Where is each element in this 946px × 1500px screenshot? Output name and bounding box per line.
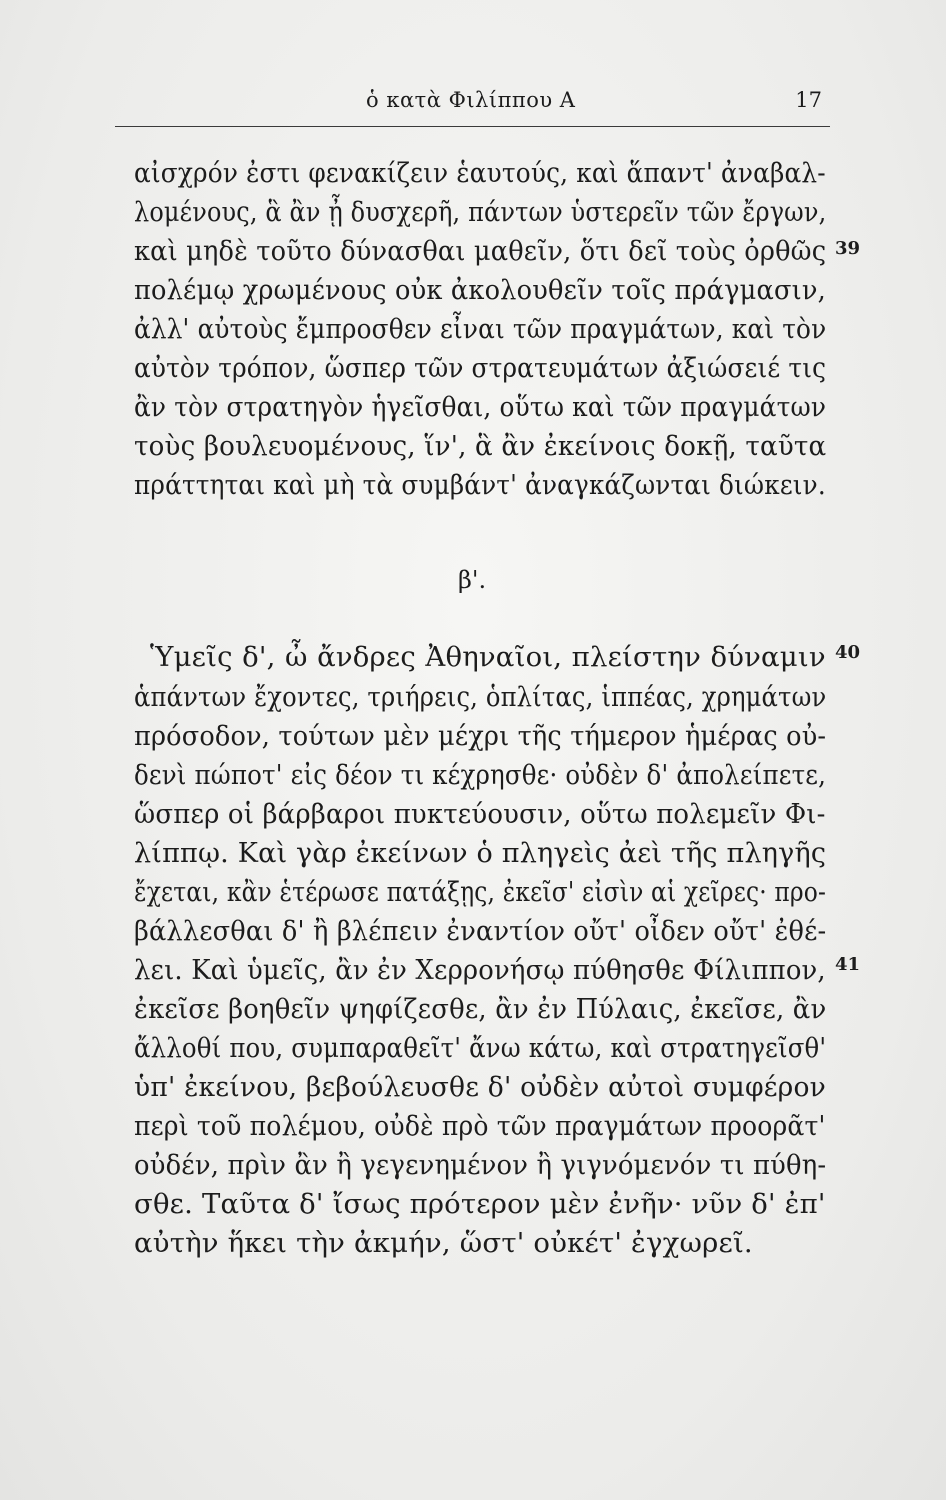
text-line: αὐτὴν ἥκει τὴν ἀκμήν, ὥστ' οὐκέτ' ἐγχωρεῖ.: [134, 1227, 753, 1259]
margin-section-number: 40: [835, 642, 861, 663]
text-line: ὑπ' ἐκείνου, βεβούλευσθε δ' οὐδὲν αὐτοὶ συμφέρον: [134, 1071, 826, 1103]
text-line: πολέμῳ χρωμένους οὐκ ἀκολουθεῖν τοῖς πράγμασιν,: [134, 274, 826, 306]
margin-section-number: 39: [835, 238, 861, 259]
text-line: ἄλλοθί που, συμπαραθεῖτ' ἄνω κάτω, καὶ στρατηγεῖσθ': [134, 1032, 827, 1064]
margin-section-number: 41: [835, 954, 861, 975]
text-line: καὶ μηδὲ τοῦτο δύνασθαι μαθεῖν, ὅτι δεῖ τοὺς ὀρθῶς: [134, 235, 827, 267]
page-header: [130, 84, 830, 118]
text-line: ἀλλ' αὐτοὺς ἔμπροσθεν εἶναι τῶν πραγμάτων, καὶ τὸν: [134, 313, 827, 345]
text-line: λει. Καὶ ὑμεῖς, ἂν ἐν Χερρονήσῳ πύθησθε Φίλιππον,: [134, 954, 826, 986]
running-title: ὁ κατὰ Φιλίππου Α: [366, 88, 576, 112]
text-line: λίππῳ. Καὶ γὰρ ἐκείνων ὁ πληγεὶς ἀεὶ τῆς πληγῆς: [134, 837, 827, 869]
text-line: λομένους, ἃ ἂν ᾖ δυσχερῆ, πάντων ὑστερεῖν τῶν ἔργων,: [134, 196, 827, 228]
text-line: οὐδέν, πρὶν ἂν ἢ γεγενημένον ἢ γιγνόμενόν τι πύθη-: [134, 1149, 827, 1181]
text-line: αὐτὸν τρόπον, ὥσπερ τῶν στρατευμάτων ἀξιώσειέ τις: [134, 352, 827, 384]
text-line: ὥσπερ οἱ βάρβαροι πυκτεύουσιν, οὕτω πολεμεῖν Φι-: [134, 798, 826, 830]
text-line: πρόσοδον, τούτων μὲν μέχρι τῆς τήμερον ἡμέρας οὐ-: [134, 720, 827, 752]
text-line: τοὺς βουλευομένους, ἵν', ἃ ἂν ἐκείνοις δοκῇ, ταῦτα: [134, 430, 827, 462]
text-line: σθε. Ταῦτα δ' ἴσως πρότερον μὲν ἐνῆν· νῦν δ' ἐπ': [134, 1188, 826, 1220]
text-line: ἔχεται, κἂν ἑτέρωσε πατάξῃς, ἐκεῖσ' εἰσὶν αἱ χεῖρες· προ-: [134, 876, 827, 908]
section-mark: β'.: [458, 566, 487, 594]
text-line: ἁπάντων ἔχοντες, τριήρεις, ὁπλίτας, ἱππέας, χρημάτων: [134, 681, 827, 713]
page-number: 17: [795, 88, 822, 112]
text-line: βάλλεσθαι δ' ἢ βλέπειν ἐναντίον οὔτ' οἶδεν οὔτ' ἐθέ-: [134, 915, 827, 947]
text-line: αἰσχρόν ἐστι φενακίζειν ἑαυτούς, καὶ ἅπαντ' ἀναβαλ-: [134, 157, 826, 189]
text-line: περὶ τοῦ πολέμου, οὐδὲ πρὸ τῶν πραγμάτων προορᾶτ': [134, 1110, 826, 1142]
text-line: δενὶ πώποτ' εἰς δέον τι κέχρησθε· οὐδὲν δ' ἀπολείπετε,: [134, 759, 827, 791]
text-line: πράττηται καὶ μὴ τὰ συμβάντ' ἀναγκάζωνται διώκειν.: [134, 469, 826, 501]
header-rule: [115, 126, 830, 127]
text-line: Ὑμεῖς δ', ὦ ἄνδρες Ἀθηναῖοι, πλείστην δύναμιν: [150, 641, 826, 673]
text-line: ἂν τὸν στρατηγὸν ἡγεῖσθαι, οὕτω καὶ τῶν πραγμάτων: [134, 391, 827, 423]
text-line: ἐκεῖσε βοηθεῖν ψηφίζεσθε, ἂν ἐν Πύλαις, ἐκεῖσε, ἂν: [134, 993, 827, 1025]
